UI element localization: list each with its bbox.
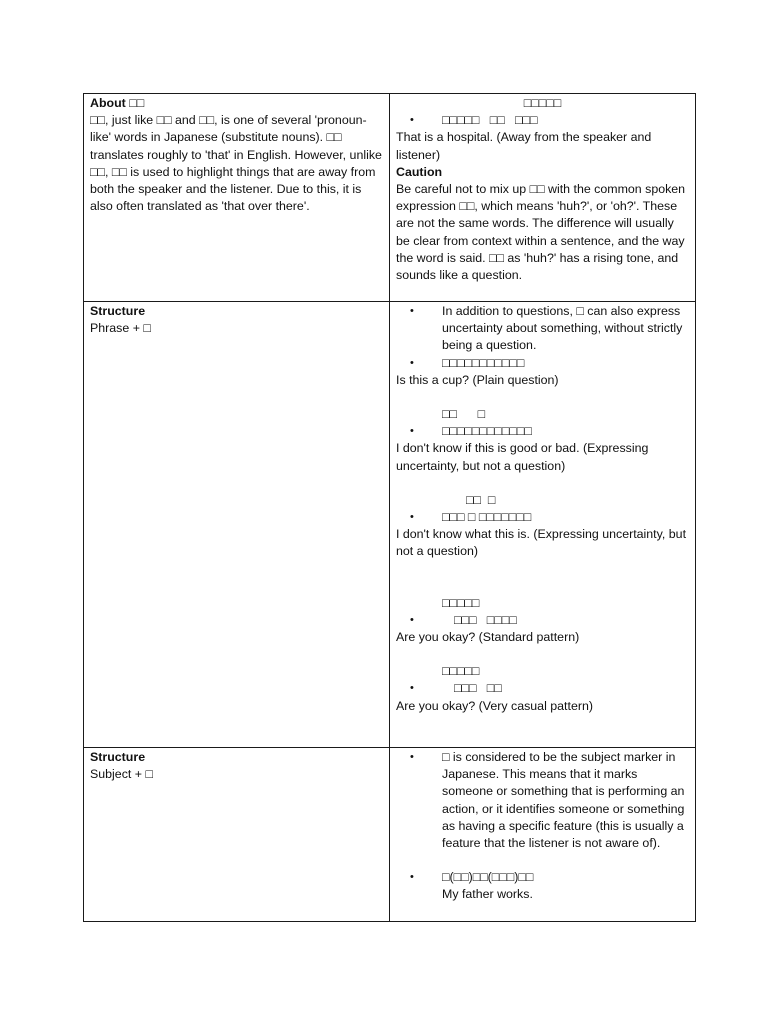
example-translation: Are you okay? (Standard pattern) [396, 630, 580, 645]
spacer [396, 389, 689, 406]
example-sentence: □□□□□□□□□□□□ [442, 424, 532, 439]
spacer [396, 475, 689, 492]
spacer [396, 646, 689, 663]
list-item [410, 509, 689, 526]
example-translation: I don't know what this is. (Expressing uncertainty, but not a question) [396, 527, 687, 559]
list-item [410, 112, 689, 129]
example-sentence: □□□ □ □□□□□□□ [442, 510, 532, 525]
example-ruby: □□ □ [442, 407, 486, 422]
bullet-icon: • [410, 613, 414, 626]
structure-pattern: Phrase + □ [90, 321, 151, 336]
bullet-icon: • [410, 356, 414, 369]
bullet-icon: • [410, 751, 414, 763]
bullet-icon: • [410, 682, 414, 695]
structure-pattern: Subject + □ [90, 767, 153, 782]
spacer [396, 561, 689, 595]
bullet-icon: • [410, 871, 414, 884]
example-translation: Is this a cup? (Plain question) [396, 372, 559, 387]
example-sentence: □□□□□□□□□□□ [442, 355, 525, 370]
structure-heading: Structure [90, 750, 146, 764]
grammar-table [83, 93, 696, 922]
example-sentence: □□□ □□□□ [454, 612, 517, 627]
example-sentence: □□□□□ □□ □□□ [442, 113, 538, 128]
explanation-text: In addition to questions, □ can also express uncertainty about something, without strictly being a question. [442, 304, 686, 353]
bullet-icon: • [410, 511, 414, 524]
list-item [410, 749, 689, 852]
explanation-text: □ is considered to be the subject marker in Japanese. This means that it marks someone or something that is performing an action, or it identifies someone or something as having a specific feature (this is usually a feature that the listener is not aware of). [442, 750, 688, 851]
example-ruby: □□ □ [466, 492, 496, 507]
bullet-icon: • [410, 425, 414, 438]
table-row [84, 748, 696, 922]
example-ruby: □□□□□ [442, 595, 480, 610]
list-item [410, 355, 689, 372]
caution-heading: Caution [396, 164, 443, 179]
example-translation: I don't know if this is good or bad. (Expressing uncertainty, but not a question) [396, 441, 649, 473]
example-sentence: □□□ □□ [454, 681, 502, 696]
about-body: □□, just like □□ and □□, is one of several 'pronoun-like' words in Japanese (substitute nouns). □□ translates roughly to 'that' in English. However, unlike □□, □□ is used to highlight things that are away from both the speaker and the listener. Due to this, it is also often translated as 'that over there'. [90, 113, 382, 214]
example-translation: My father works. [442, 887, 533, 902]
about-heading: About □□ [90, 96, 145, 110]
row1-left-cell [84, 94, 390, 302]
example-ruby: □□□□□ [523, 96, 562, 110]
row3-right-cell [390, 748, 696, 922]
list-item [410, 612, 689, 629]
row1-right-cell [390, 94, 696, 302]
list-item [410, 423, 689, 440]
table-row [84, 94, 696, 302]
bullet-icon: • [410, 114, 414, 127]
bullet-icon: • [410, 305, 414, 317]
example-translation: That is a hospital. (Away from the speaker and listener) [396, 130, 652, 162]
list-item [410, 680, 689, 697]
row3-left-cell [84, 748, 390, 922]
list-item [410, 869, 689, 886]
structure-heading: Structure [90, 304, 146, 318]
caution-body: Be careful not to mix up □□ with the common spoken expression □□, which means 'huh?', or 'oh?'. These are not the same words. The difference will usually be clear from context within a sentence, and the way the word is said. □□ as 'huh?' has a rising tone, and sounds like a question. [396, 182, 686, 283]
example-translation: Are you okay? (Very casual pattern) [396, 698, 593, 713]
table-row [84, 302, 696, 748]
row2-left-cell [84, 302, 390, 748]
example-ruby: □□□□□ [442, 664, 480, 679]
spacer [396, 852, 689, 869]
list-item [410, 303, 689, 355]
row2-right-cell [390, 302, 696, 748]
example-sentence: □(□□)□□(□□□)□□ [442, 870, 534, 885]
